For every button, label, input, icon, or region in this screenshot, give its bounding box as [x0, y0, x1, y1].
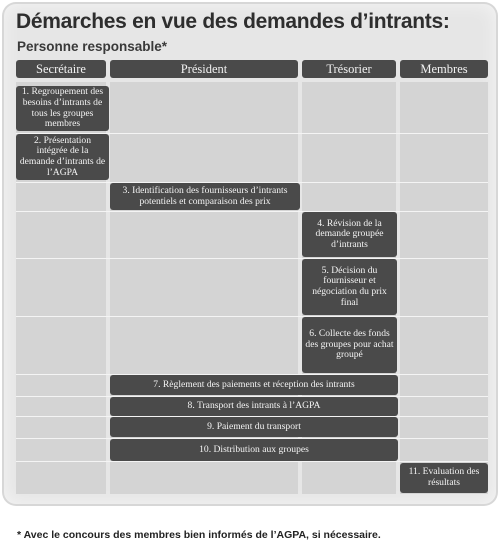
step-9-box: 9. Paiement du transport	[110, 417, 398, 437]
column-header-tresorier: Trésorier	[302, 60, 396, 78]
row-divider	[16, 316, 488, 317]
step-4-box: 4. Révision de la demande groupée d’intrants	[302, 212, 397, 257]
step-3-box: 3. Identification des fournisseurs d’intrants potentiels et comparaison des prix	[110, 183, 300, 210]
row-divider	[16, 211, 488, 212]
row-divider	[16, 258, 488, 259]
step-11-box: 11. Evaluation des résultats	[400, 463, 488, 493]
row-divider	[16, 461, 488, 462]
step-8-box: 8. Transport des intrants à l’AGPA	[110, 397, 398, 416]
lane-membres	[400, 82, 488, 494]
column-header-secretaire: Secrétaire	[16, 60, 106, 78]
diagram-subtitle: Personne responsable*	[17, 39, 168, 54]
footnote: * Avec le concours des membres bien informés de l’AGPA, si nécessaire.	[17, 529, 381, 541]
column-header-membres: Membres	[400, 60, 488, 78]
diagram-title: Démarches en vue des demandes d’intrants:	[16, 10, 450, 33]
step-2-box: 2. Présentation intégrée de la demande d’intrants de l’AGPA	[16, 134, 109, 180]
step-1-box: 1. Regroupement des besoins d’intrants de tous les groupes membres	[16, 86, 109, 131]
step-7-box: 7. Règlement des paiements et réception des intrants	[110, 375, 398, 395]
step-6-box: 6. Collecte des fonds des groupes pour achat groupé	[302, 317, 397, 373]
step-5-box: 5. Décision du fournisseur et négociation du prix final	[302, 259, 397, 315]
step-10-box: 10. Distribution aux groupes	[110, 439, 398, 461]
column-header-president: Président	[110, 60, 298, 78]
